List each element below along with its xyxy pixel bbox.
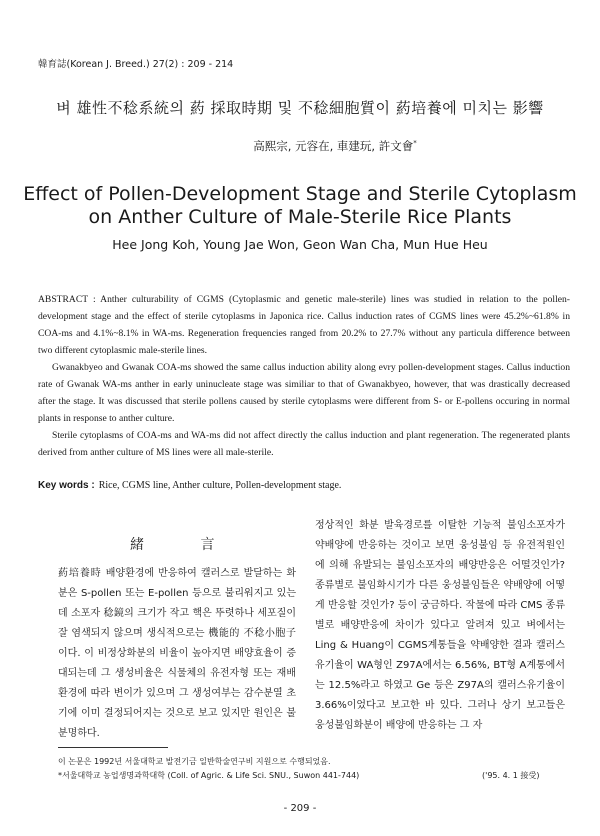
korean-authors-names: 高熙宗, 元容在, 車建玩, 許文會: [253, 139, 414, 153]
korean-authors: [0, 138, 600, 154]
english-title: [0, 183, 600, 229]
page-number: - 209 -: [283, 803, 317, 814]
footnote-divider: [58, 747, 168, 748]
affiliation-mark: *: [413, 139, 417, 148]
english-title-line1: Effect of Pollen-Development Stage and Sterile Cytoplasm: [23, 183, 577, 205]
abstract-paragraph-2: Gwanakbyeo and Gwanak COA-ms showed the same callus induction ability along evry pollen-development stages. Callus induction rate of Gwanak WA-ms anther in early uninucleate stage was similiar to that of Gwanakbyeo, however, that was drastically decreased after the stage. It was discussed that sterile pollens caused by sterile cytoplasms were different from S- or E-pollens occuring in normal plants in response to anther culture.: [38, 362, 570, 424]
affiliation-footnote: *서울대학교 농업생명과학대학 (Coll. of Agric. & Life Sci. SNU., Suwon 441-744): [58, 771, 360, 780]
section-heading-introduction: 緒 言: [130, 537, 241, 553]
abstract-paragraph-1: ABSTRACT : Anther culturability of CGMS (Cytoplasmic and genetic male-sterile) lines was studied in relation to the pollen-development stage and the effect of sterile cytoplasms in Japonica rice. Callus induction rates of CGMS lines were 45.2%~61.8% in COA-ms and 4.1%~8.1% in WA-ms. Regeneration frequencies ranged from 20.2% to 27.7% without any particula difference between two different cytoplasmic male-sterile lines.: [38, 294, 570, 356]
keywords: [38, 480, 341, 491]
keywords-label: Key words :: [38, 480, 95, 491]
abstract: [38, 291, 570, 461]
keywords-text: Rice, CGMS line, Anther culture, Pollen-development stage.: [98, 480, 342, 491]
journal-citation: 韓育誌(Korean J. Breed.) 27(2) : 209 - 214: [38, 59, 234, 70]
introduction-left-column: 葯培養時 배양환경에 반응하여 캘러스로 발달하는 화분은 S-pollen 또는 E-pollen 등으로 불리워지고 있는데 소포자 稔鏡의 크기가 작고 핵은 뚜렷하나 세포질이 잘 염색되지 않으며 생식적으로는 機能的 不稔小胞子이다. 이 비정상화분의 비율이 높아지면 배양효율이 증대되는데 그 생성비율은 식물체의 유전자형 또는 재배환경에 따라 변이가 있으며 그 생성여부는 감수분열 초기에 이미 결정되어지는 것으로 보고 있지만 원인은 불분명하다.: [58, 568, 296, 739]
korean-title: 벼 雄性不稔系統의 葯 採取時期 및 不稔細胞質이 葯培養에 미치는 影響: [56, 99, 544, 117]
introduction-right-column: 정상적인 화분 발육경로를 이탈한 기능적 불임소포자가 약배양에 반응하는 것이고 보면 웅성불임 등 유전적원인에 의해 유발되는 불임소포자의 배양반응은 어떨것인가? 종류별로 불임화시기가 다른 웅성불임들은 약배양에 어떻게 반응할 것인가? 등이 궁금하다. 작물에 따라 CMS 종류별로 배양반응에 차이가 있다고 알려져 있고 벼에서는 Ling & Huang이 CGMS계통들을 약배양한 결과 캘러스유기율이 WA형인 Z97A에서는 6.56%, BT형 A계통에서는 12.5%라고 하였고 Ge 등은 Z97A의 캘러스유기율이 3.66%이었다고 보고한 바 있다. 그러나 상기 보고들은 웅성불임화분이 배양에 반응하는 그 자: [315, 520, 565, 731]
english-title-line2: on Anther Culture of Male-Sterile Rice Plants: [88, 206, 512, 228]
funding-footnote: 이 논문은 1992년 서울대학교 발전기금 일반학술연구비 지원으로 수행되었음.: [58, 757, 331, 766]
english-authors: Hee Jong Koh, Young Jae Won, Geon Wan Cha, Mun Hue Heu: [112, 237, 488, 252]
abstract-paragraph-3: Sterile cytoplasms of COA-ms and WA-ms did not affect directly the callus induction and plant regeneration. The regenerated plants derived from anther culture of MS lines were all male-sterile.: [38, 430, 570, 458]
received-date: ('95. 4. 1 接受): [482, 771, 540, 780]
